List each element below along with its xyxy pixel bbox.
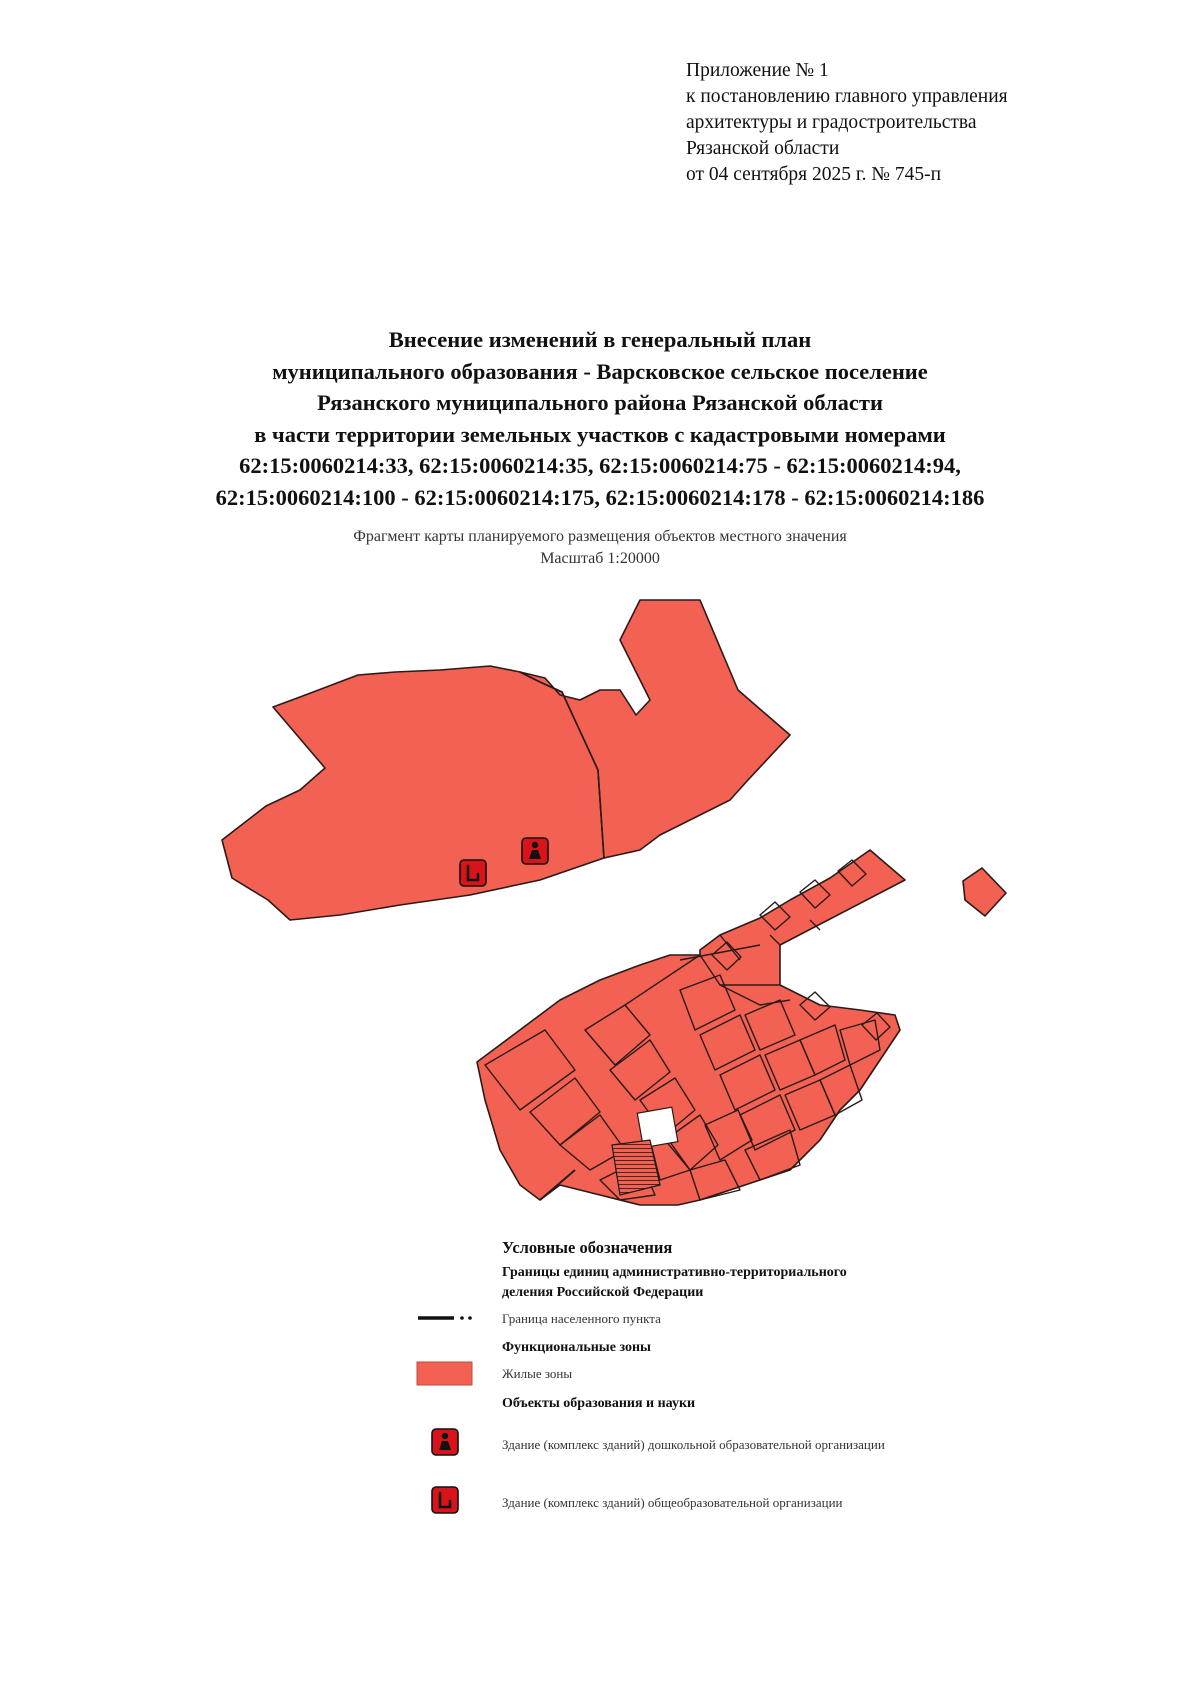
appendix-line: от 04 сентября 2025 г. № 745-п xyxy=(686,164,942,185)
appendix-line: Приложение № 1 xyxy=(686,60,829,81)
kindergarten-icon xyxy=(431,1428,459,1456)
appendix-line: Рязанской области xyxy=(686,138,840,159)
settlement-boundary-symbol xyxy=(416,1312,476,1324)
legend-preschool-building: Здание (комплекс зданий) дошкольной образовательной организации xyxy=(502,1437,885,1452)
legend-education-heading: Объекты образования и науки xyxy=(502,1396,696,1411)
legend-settlement-boundary: Граница населенного пункта xyxy=(502,1311,661,1326)
residential-zone-symbol xyxy=(416,1361,474,1387)
title-line: в части территории земельных участков с кадастровыми номерами xyxy=(254,421,946,447)
legend-school-building: Здание (комплекс зданий) общеобразовательной организации xyxy=(502,1495,843,1510)
legend-residential-zones: Жилые зоны xyxy=(502,1366,573,1381)
title-line: Рязанского муниципального района Рязанской области xyxy=(317,390,883,415)
title-line: Внесение изменений в генеральный план xyxy=(388,327,812,352)
map-fragment-caption: Фрагмент карты планируемого размещения объектов местного значения xyxy=(353,528,847,545)
legend-functional-zones-heading: Функциональные зоны xyxy=(502,1340,651,1355)
appendix-line: архитектуры и градостроительства xyxy=(686,112,977,133)
legend-heading: Условные обозначения xyxy=(502,1238,673,1257)
appendix-line: к постановлению главного управления xyxy=(686,86,1008,107)
map-scale: Масштаб 1:20000 xyxy=(540,550,660,567)
title-line: муниципального образования - Варсковское сельское поселение xyxy=(272,358,928,384)
title-line: 62:15:0060214:100 - 62:15:0060214:175, 62:15:0060214:178 - 62:15:0060214:186 xyxy=(215,484,985,510)
title-line: 62:15:0060214:33, 62:15:0060214:35, 62:15:0060214:75 - 62:15:0060214:94, xyxy=(239,453,961,478)
legend-admin-heading-line2: деления Российской Федерации xyxy=(502,1285,704,1300)
school-icon xyxy=(431,1486,459,1514)
legend-admin-heading xyxy=(502,1263,847,1303)
legend-admin-heading-line1: Границы единиц административно-территориального xyxy=(502,1265,847,1280)
